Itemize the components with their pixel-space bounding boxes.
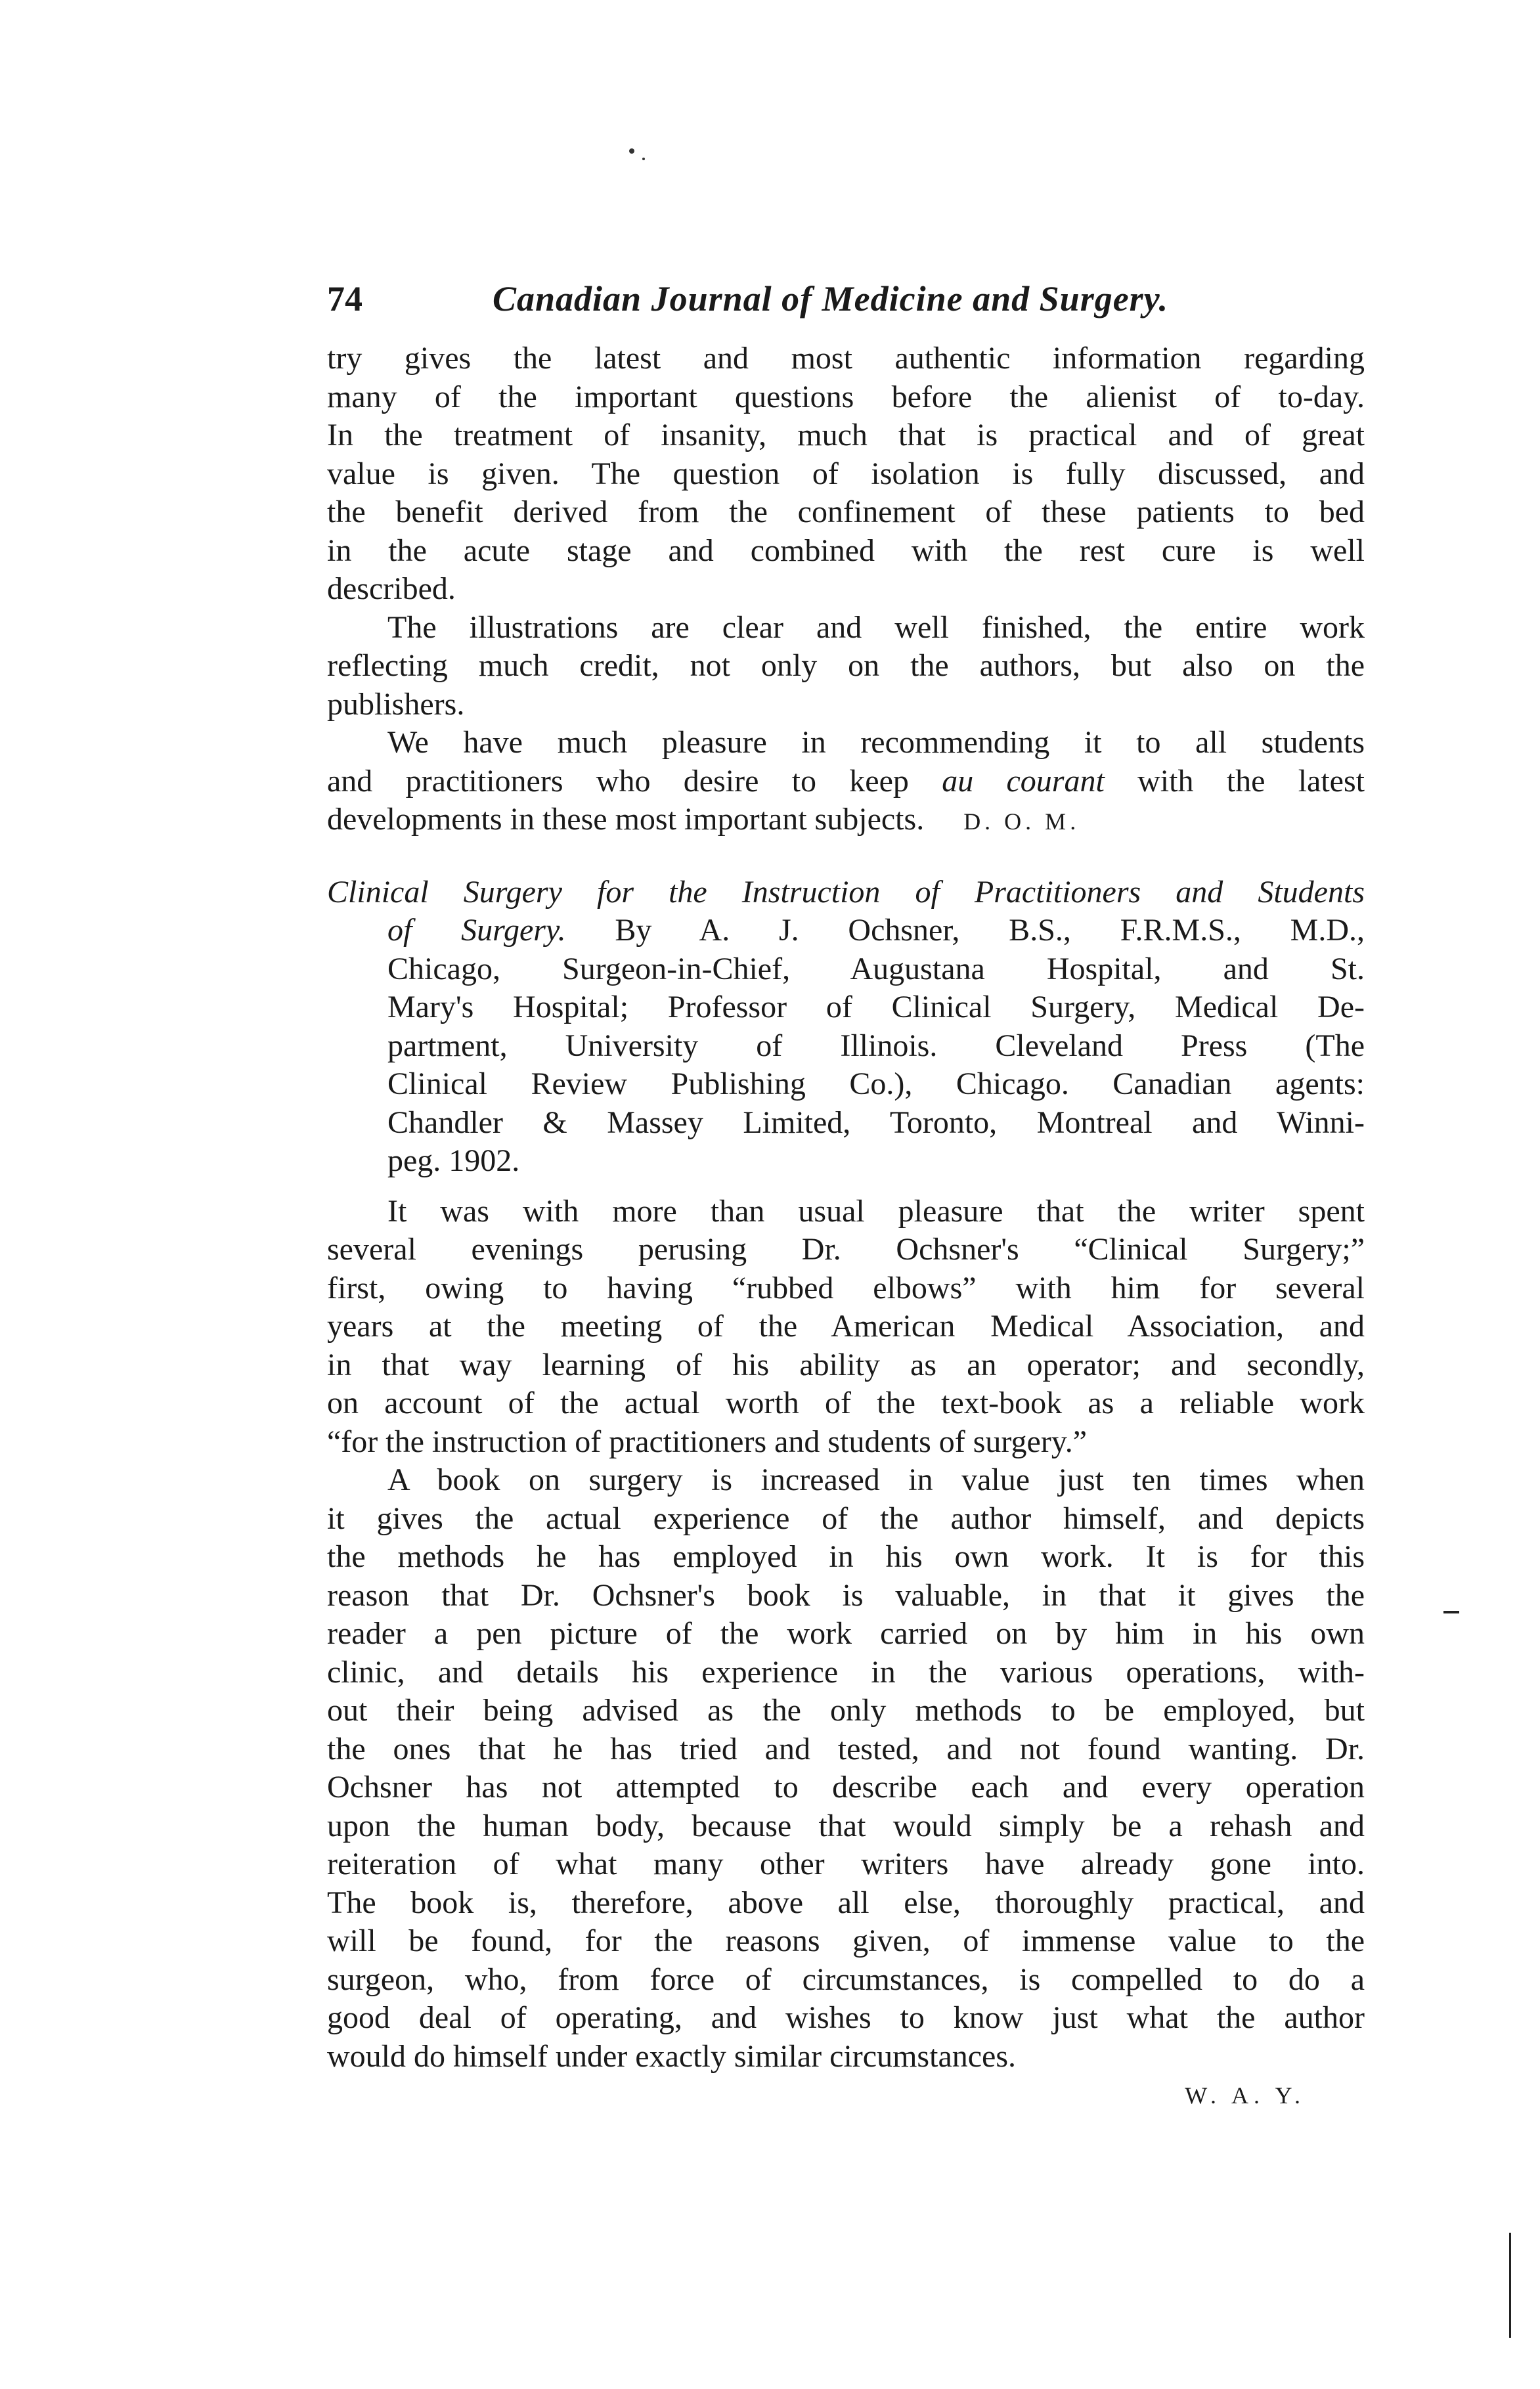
text-fragment: and practitioners who desire to keep <box>327 763 942 799</box>
book-detail-line: partment, University of Illinois. Cleveland Press (The <box>387 1028 1365 1063</box>
review-one <box>327 340 1365 839</box>
text-line: out their being advised as the only methods to be employed, but <box>327 1693 1365 1728</box>
book-detail-line: peg. 1902. <box>387 1143 520 1178</box>
book-detail-line: Mary's Hospital; Professor of Clinical Surgery, Medical De- <box>387 990 1365 1024</box>
text-line: try gives the latest and most authentic information regarding <box>327 341 1365 376</box>
reviewer-initials: W. A. Y. <box>1185 2082 1306 2109</box>
book-entry <box>327 873 1365 1181</box>
text-line: The illustrations are clear and well finished, the entire work <box>387 609 1365 645</box>
text-line: “for the instruction of practitioners and students of surgery.” <box>327 1424 1088 1459</box>
text-line <box>327 762 1365 801</box>
text-line: clinic, and details his experience in the various operations, with- <box>327 1654 1365 1690</box>
text-line: several evenings perusing Dr. Ochsner's “Clinical Surgery;” <box>327 1232 1365 1267</box>
book-detail-line: Clinical Review Publishing Co.), Chicago. Canadian agents: <box>387 1066 1365 1101</box>
text-line: reader a pen picture of the work carried on by him in his own <box>327 1616 1365 1651</box>
book-detail-line: Chicago, Surgeon-in-Chief, Augustana Hospital, and St. <box>387 951 1365 986</box>
text-line: the methods he has employed in his own work. It is for this <box>327 1539 1365 1574</box>
margin-mark <box>1509 2233 1511 2338</box>
text-fragment: developments in these most important subjects. <box>327 802 925 837</box>
book-title-end: of Surgery. <box>387 913 566 948</box>
text-column <box>327 266 1365 2115</box>
page-number: 74 <box>327 279 363 318</box>
text-line: publishers. <box>327 686 465 722</box>
book-title: Clinical Surgery for the Instruction of Practitioners and Students <box>327 874 1365 910</box>
text-line: in that way learning of his ability as an operator; and secondly, <box>327 1347 1365 1382</box>
spacer <box>327 1181 1365 1193</box>
text-line <box>327 800 1365 839</box>
text-line: it gives the actual experience of the author himself, and depicts <box>327 1501 1365 1536</box>
text-line: We have much pleasure in recommending it to all students <box>387 725 1365 760</box>
text-line: would do himself under exactly similar circumstances. <box>327 2038 1017 2074</box>
text-line: upon the human body, because that would simply be a rehash and <box>327 1808 1365 1843</box>
text-line: many of the important questions before the alienist of to-day. <box>327 379 1365 414</box>
print-speck <box>642 158 645 160</box>
text-line: It was with more than usual pleasure that the writer spent <box>387 1193 1365 1229</box>
book-detail-line: Chandler & Massey Limited, Toronto, Montreal and Winni- <box>387 1105 1365 1140</box>
text-line: years at the meeting of the American Medical Association, and <box>327 1309 1365 1344</box>
text-line: reflecting much credit, not only on the authors, but also on the <box>327 648 1365 683</box>
margin-mark <box>1443 1611 1459 1613</box>
text-line: The book is, therefore, above all else, thoroughly practical, and <box>327 1885 1365 1920</box>
spacer <box>327 839 1365 873</box>
text-line: in the acute stage and combined with the rest cure is well <box>327 533 1365 568</box>
text-line: on account of the actual worth of the text-book as a reliable work <box>327 1386 1365 1420</box>
text-line: reiteration of what many other writers have already gone into. <box>327 1847 1365 1881</box>
text-fragment: with the latest <box>1104 763 1365 799</box>
print-speck <box>629 148 634 154</box>
text-line: A book on surgery is increased in value just ten times when <box>387 1462 1365 1497</box>
text-line: will be found, for the reasons given, of immense value to the <box>327 1923 1365 1958</box>
italic-phrase: au courant <box>942 763 1105 799</box>
book-author: By A. J. Ochsner, B.S., F.R.M.S., M.D., <box>615 913 1365 948</box>
page-header <box>327 266 1365 332</box>
text-line: the ones that he has tried and tested, and not found wanting. Dr. <box>327 1731 1365 1766</box>
text-line: surgeon, who, from force of circumstances, is compelled to do a <box>327 1962 1365 1997</box>
review-two <box>327 1193 1365 2116</box>
text-line: described. <box>327 571 456 606</box>
book-title-continued <box>327 911 1365 950</box>
text-line: reason that Dr. Ochsner's book is valuable, in that it gives the <box>327 1577 1365 1613</box>
text-line: first, owing to having “rubbed elbows” with him for several <box>327 1270 1365 1305</box>
text-line: value is given. The question of isolation is fully discussed, and <box>327 456 1365 491</box>
text-line: Ochsner has not attempted to describe each and every operation <box>327 1770 1365 1805</box>
text-line: In the treatment of insanity, much that is practical and of great <box>327 418 1365 452</box>
running-title: Canadian Journal of Medicine and Surgery. <box>493 279 1169 318</box>
reviewer-initials: D. O. M. <box>963 808 1080 835</box>
text-line: good deal of operating, and wishes to know just what the author <box>327 2000 1365 2035</box>
text-line: the benefit derived from the confinement of these patients to bed <box>327 494 1365 529</box>
